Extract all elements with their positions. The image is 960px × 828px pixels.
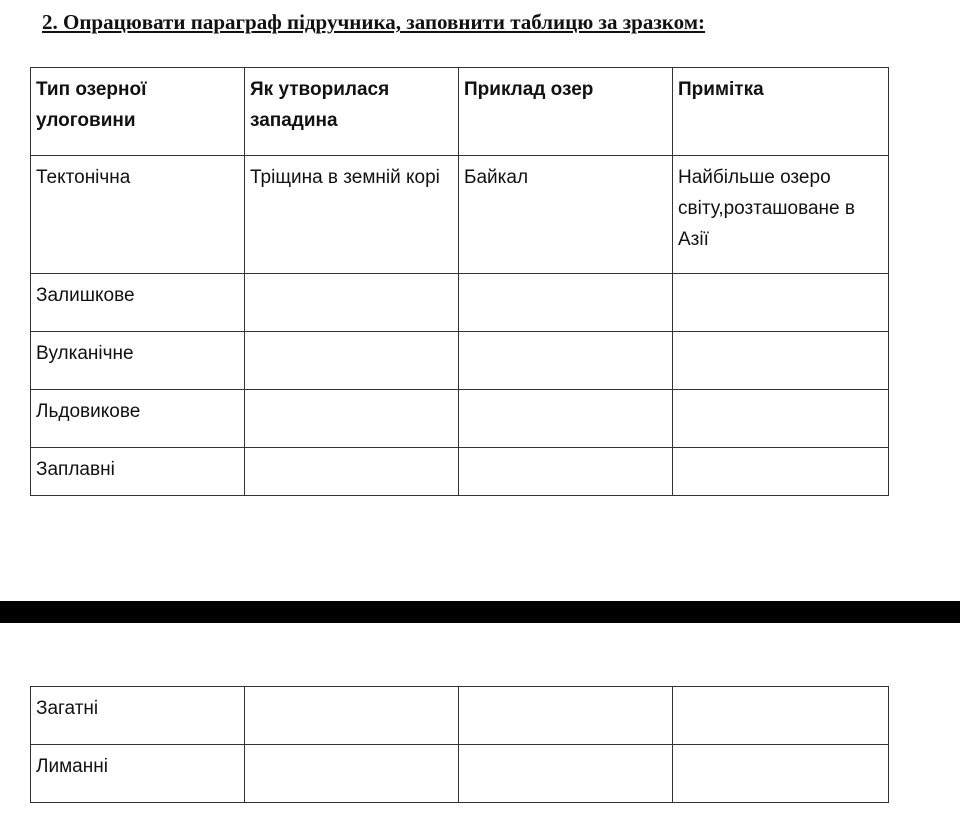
cell-lake-example[interactable]: [459, 274, 673, 332]
cell-lake-example[interactable]: [459, 448, 673, 496]
cell-basin-type: Залишкове: [31, 274, 245, 332]
header-row: [31, 68, 889, 156]
cell-note[interactable]: [673, 332, 889, 390]
cell-lake-example: Байкал: [459, 156, 673, 274]
table-row: [31, 156, 889, 274]
cell-basin-type: Лиманні: [31, 745, 245, 803]
header-basin-type: Тип озерної улоговини: [31, 68, 245, 156]
header-formation: Як утворилася западина: [245, 68, 459, 156]
cell-lake-example[interactable]: [459, 745, 673, 803]
lake-basin-table-continued: [30, 686, 889, 803]
header-lake-example: Приклад озер: [459, 68, 673, 156]
table-row: [31, 390, 889, 448]
cell-lake-example[interactable]: [459, 390, 673, 448]
cell-basin-type: Загатні: [31, 687, 245, 745]
cell-formation[interactable]: [245, 332, 459, 390]
cell-note[interactable]: [673, 274, 889, 332]
cell-note[interactable]: [673, 687, 889, 745]
table-row: [31, 745, 889, 803]
cell-lake-example[interactable]: [459, 687, 673, 745]
header-note: Примітка: [673, 68, 889, 156]
cell-basin-type: Тектонічна: [31, 156, 245, 274]
cell-note: Найбільше озеро світу,розташоване в Азії: [673, 156, 889, 274]
cell-formation[interactable]: [245, 390, 459, 448]
table-row: [31, 448, 889, 496]
cell-basin-type: Вулканічне: [31, 332, 245, 390]
cell-note[interactable]: [673, 745, 889, 803]
task-title: 2. Опрацювати параграф підручника, заповнити таблицю за зразком:: [42, 10, 706, 34]
table-row: [31, 332, 889, 390]
table-row: [31, 687, 889, 745]
cell-formation[interactable]: [245, 274, 459, 332]
table-row: [31, 274, 889, 332]
cell-formation[interactable]: [245, 687, 459, 745]
cell-note[interactable]: [673, 448, 889, 496]
cell-formation[interactable]: [245, 448, 459, 496]
cell-formation: Тріщина в земній корі: [245, 156, 459, 274]
cell-lake-example[interactable]: [459, 332, 673, 390]
cell-basin-type: Заплавні: [31, 448, 245, 496]
cell-basin-type: Льдовикове: [31, 390, 245, 448]
cell-note[interactable]: [673, 390, 889, 448]
cell-formation[interactable]: [245, 745, 459, 803]
black-separator-bar: [0, 601, 960, 623]
lake-basin-table: [30, 67, 889, 496]
